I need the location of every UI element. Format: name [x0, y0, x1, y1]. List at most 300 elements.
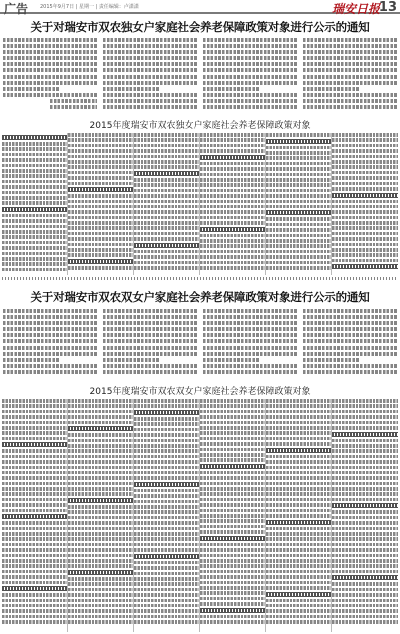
table-row: [332, 399, 398, 403]
text-line: [203, 62, 297, 66]
table-row: [200, 178, 265, 182]
table-row: [266, 250, 331, 254]
text-line: [303, 38, 397, 42]
table-row: [134, 444, 199, 448]
text-line: [103, 352, 197, 356]
text-line: [3, 358, 59, 362]
table-row: [200, 543, 265, 547]
text-line: [3, 93, 97, 97]
table-row: [134, 527, 199, 531]
table-group-header: [134, 482, 199, 487]
table-row: [134, 593, 199, 597]
text-line: [203, 56, 297, 60]
table-row: [68, 582, 133, 586]
text-line: [303, 44, 397, 48]
table-row: [200, 426, 265, 430]
table-row: [2, 415, 67, 419]
table-row: [332, 155, 398, 159]
table-row: [266, 410, 331, 414]
table-row: [134, 532, 199, 536]
text-line: [103, 327, 197, 331]
table-row: [266, 604, 331, 608]
table-row: [200, 525, 265, 529]
table-row: [332, 171, 398, 175]
table-row: [2, 599, 67, 603]
table-row: [332, 182, 398, 186]
text-line: [103, 81, 197, 85]
table-row: [68, 399, 133, 403]
table-row: [134, 489, 199, 493]
table-row: [68, 476, 133, 480]
text-line: [3, 327, 97, 331]
table-row: [68, 182, 133, 186]
table-row: [200, 487, 265, 491]
notice-title-bottom: 关于对瑞安市双农双女户家庭社会养老保障政策对象进行公示的通知: [30, 290, 370, 304]
table-row: [68, 253, 133, 257]
table-row: [332, 444, 398, 448]
table-row: [266, 261, 331, 265]
table-row: [266, 244, 331, 248]
text-line: [103, 87, 159, 91]
table-group-header: [200, 155, 265, 160]
table-row: [2, 503, 67, 507]
table-row: [200, 173, 265, 177]
table-group-header: [332, 193, 398, 198]
table-row: [134, 566, 199, 570]
table-row: [68, 160, 133, 164]
table-row: [68, 144, 133, 148]
text-line: [203, 87, 259, 91]
table-row: [134, 609, 199, 613]
table-row: [332, 620, 398, 624]
table-row: [266, 437, 331, 441]
table-row: [266, 194, 331, 198]
table-row: [332, 221, 398, 225]
table-row: [200, 149, 265, 153]
table-row: [2, 487, 67, 491]
table-row: [68, 471, 133, 475]
text-line: [303, 327, 397, 331]
table-row: [2, 532, 67, 536]
table-row: [266, 421, 331, 425]
notice-body-bottom: [3, 309, 397, 380]
table-row: [200, 221, 265, 225]
table-row: [68, 194, 133, 198]
table-group-header: [266, 448, 331, 453]
table-row: [200, 492, 265, 496]
text-line: [203, 346, 297, 350]
table-row: [266, 234, 331, 238]
table-group-header: [200, 227, 265, 232]
table-row: [134, 455, 199, 459]
table-row: [200, 453, 265, 457]
table-row: [68, 577, 133, 581]
table-group-header: [332, 575, 398, 580]
table-row: [332, 144, 398, 148]
text-line: [203, 364, 297, 368]
text-line: [50, 99, 97, 103]
table-row: [134, 476, 199, 480]
table-row: [200, 162, 265, 166]
table-row: [2, 426, 67, 430]
table-column: [68, 133, 134, 275]
table-row: [2, 142, 67, 146]
table-row: [2, 431, 67, 435]
table-row: [68, 133, 133, 137]
table-row: [332, 559, 398, 563]
table-row: [134, 216, 199, 220]
text-line: [3, 68, 97, 72]
table-row: [200, 591, 265, 595]
text-line: [303, 315, 397, 319]
table-row: [68, 466, 133, 470]
text-line: [203, 358, 259, 362]
table-row: [332, 200, 398, 204]
table-row: [332, 439, 398, 443]
recipient-table-top: [2, 133, 398, 275]
table-row: [134, 250, 199, 254]
table-row: [2, 492, 67, 496]
table-row: [134, 417, 199, 421]
text-line: [103, 105, 197, 109]
table-row: [266, 466, 331, 470]
table-row: [68, 599, 133, 603]
text-line: [303, 50, 397, 54]
text-line: [303, 364, 397, 368]
table-row: [332, 449, 398, 453]
table-row: [134, 404, 199, 408]
text-line: [203, 327, 297, 331]
table-row: [266, 255, 331, 259]
table-row: [332, 253, 398, 257]
table-row: [332, 599, 398, 603]
table-row: [266, 492, 331, 496]
table-row: [266, 151, 331, 155]
table-row: [332, 404, 398, 408]
table-row: [68, 559, 133, 563]
table-row: [332, 226, 398, 230]
text-line: [203, 105, 297, 109]
table-row: [2, 219, 67, 223]
table-row: [200, 200, 265, 204]
table-group-header: [332, 503, 398, 508]
table-row: [134, 149, 199, 153]
table-row: [68, 554, 133, 558]
table-row: [68, 221, 133, 225]
table-row: [2, 174, 67, 178]
table-row: [200, 437, 265, 441]
table-row: [134, 138, 199, 142]
table-row: [2, 410, 67, 414]
text-line: [303, 81, 397, 85]
text-line: [3, 50, 97, 54]
table-row: [68, 609, 133, 613]
table-row: [134, 471, 199, 475]
text-line: [203, 50, 297, 54]
text-line: [3, 62, 97, 66]
text-line: [203, 339, 297, 343]
table-row: [200, 234, 265, 238]
table-row: [266, 217, 331, 221]
table-row: [68, 216, 133, 220]
text-line: [303, 370, 397, 374]
table-row: [2, 153, 67, 157]
section-divider: [2, 277, 398, 280]
table-row: [2, 164, 67, 168]
table-row: [134, 433, 199, 437]
table-row: [134, 144, 199, 148]
table-row: [332, 216, 398, 220]
table-row: [68, 548, 133, 552]
text-line: [103, 75, 197, 79]
table-row: [266, 431, 331, 435]
table-row: [2, 466, 67, 470]
table-row: [266, 426, 331, 430]
table-column: [134, 399, 200, 632]
table-row: [200, 509, 265, 513]
table-row: [200, 442, 265, 446]
table-row: [134, 237, 199, 241]
text-line: [303, 99, 397, 103]
table-group-header: [266, 592, 331, 597]
table-row: [332, 498, 398, 502]
text-line: [103, 315, 197, 319]
table-row: [200, 404, 265, 408]
text-line: [103, 321, 197, 325]
table-row: [68, 537, 133, 541]
table-row: [2, 158, 67, 162]
table-row: [266, 514, 331, 518]
table-row: [332, 564, 398, 568]
table-column: [332, 133, 398, 275]
table-row: [2, 482, 67, 486]
table-row: [200, 570, 265, 574]
table-row: [2, 252, 67, 256]
text-line: [203, 309, 297, 313]
table-row: [2, 521, 67, 525]
table-row: [68, 532, 133, 536]
text-column: [3, 38, 97, 114]
table-row: [134, 537, 199, 541]
table-row: [2, 235, 67, 239]
table-row: [68, 543, 133, 547]
table-row: [134, 178, 199, 182]
table-row: [266, 559, 331, 563]
text-line: [203, 93, 297, 97]
text-line: [3, 38, 97, 42]
table-row: [266, 173, 331, 177]
table-row: [2, 509, 67, 513]
table-row: [2, 449, 67, 453]
text-line: [103, 339, 197, 343]
text-line: [103, 68, 197, 72]
table-row: [332, 492, 398, 496]
text-line: [103, 38, 197, 42]
table-row: [2, 191, 67, 195]
notice-title-top: 关于对瑞安市双农独女户家庭社会养老保障政策对象进行公示的通知: [30, 20, 370, 34]
table-row: [68, 615, 133, 619]
table-column: [2, 399, 68, 632]
table-row: [134, 399, 199, 403]
page-number: 13: [378, 0, 397, 15]
table-row: [2, 570, 67, 574]
table-row: [134, 620, 199, 624]
table-row: [266, 575, 331, 579]
table-row: [2, 471, 67, 475]
table-row: [134, 543, 199, 547]
table-row: [200, 205, 265, 209]
table-row: [2, 581, 67, 585]
table-row: [266, 570, 331, 574]
text-line: [3, 346, 97, 350]
table-group-header: [134, 171, 199, 176]
table-row: [2, 404, 67, 408]
table-group-header: [68, 187, 133, 192]
table-row: [134, 572, 199, 576]
table-row: [68, 165, 133, 169]
table-row: [266, 581, 331, 585]
table-row: [134, 160, 199, 164]
issue-meta: 2015年9月7日 | 星期一 | 责任编辑：卢潇潇: [40, 4, 139, 10]
table-column: [200, 399, 266, 632]
text-line: [203, 81, 297, 85]
text-line: [103, 56, 197, 60]
table-row: [332, 471, 398, 475]
table-row: [266, 239, 331, 243]
table-row: [266, 527, 331, 531]
table-row: [200, 255, 265, 259]
table-row: [200, 554, 265, 558]
table-row: [68, 210, 133, 214]
table-row: [200, 620, 265, 624]
text-line: [3, 370, 97, 374]
table-row: [134, 439, 199, 443]
table-row: [2, 554, 67, 558]
table-row: [200, 194, 265, 198]
table-row: [68, 449, 133, 453]
table-row: [134, 165, 199, 169]
table-group-header: [68, 426, 133, 431]
table-row: [134, 588, 199, 592]
table-row: [266, 548, 331, 552]
table-row: [2, 604, 67, 608]
table-row: [266, 223, 331, 227]
table-row: [134, 155, 199, 159]
table-row: [68, 604, 133, 608]
table-row: [266, 228, 331, 232]
table-group-header: [2, 442, 67, 447]
table-row: [200, 564, 265, 568]
text-line: [3, 321, 97, 325]
text-line: [203, 99, 297, 103]
table-row: [266, 487, 331, 491]
table-row: [68, 433, 133, 437]
table-row: [68, 487, 133, 491]
table-row: [266, 509, 331, 513]
text-line: [3, 364, 97, 368]
table-row: [200, 399, 265, 403]
table-row: [2, 257, 67, 261]
table-row: [200, 597, 265, 601]
table-row: [266, 476, 331, 480]
table-row: [2, 262, 67, 266]
table-row: [332, 548, 398, 552]
table-row: [68, 232, 133, 236]
table-row: [2, 543, 67, 547]
table-row: [134, 261, 199, 265]
table-row: [266, 162, 331, 166]
table-row: [200, 448, 265, 452]
table-row: [266, 620, 331, 624]
table-row: [200, 559, 265, 563]
table-row: [68, 205, 133, 209]
table-row: [332, 482, 398, 486]
list-title-top: 2015年度瑞安市双农独女户家庭社会养老保障政策对象: [89, 121, 311, 131]
table-row: [68, 404, 133, 408]
table-row: [134, 266, 199, 270]
text-line: [103, 50, 197, 54]
table-row: [200, 216, 265, 220]
table-column: [134, 133, 200, 275]
text-line: [3, 309, 97, 313]
table-row: [68, 171, 133, 175]
table-column: [332, 399, 398, 632]
table-row: [68, 237, 133, 241]
table-row: [2, 527, 67, 531]
table-row: [2, 537, 67, 541]
table-row: [68, 421, 133, 425]
table-row: [134, 599, 199, 603]
table-row: [332, 604, 398, 608]
table-row: [332, 510, 398, 514]
table-row: [2, 180, 67, 184]
table-row: [2, 460, 67, 464]
text-line: [3, 81, 97, 85]
table-row: [200, 210, 265, 214]
table-row: [266, 205, 331, 209]
text-line: [303, 68, 397, 72]
table-row: [332, 237, 398, 241]
table-group-header: [68, 498, 133, 503]
table-row: [68, 149, 133, 153]
table-row: [200, 410, 265, 414]
table-row: [332, 415, 398, 419]
table-group-header: [332, 264, 398, 269]
table-row: [332, 248, 398, 252]
table-row: [134, 194, 199, 198]
table-row: [68, 444, 133, 448]
table-row: [68, 138, 133, 142]
table-row: [200, 138, 265, 142]
text-line: [3, 352, 97, 356]
table-row: [200, 266, 265, 270]
table-row: [134, 189, 199, 193]
table-row: [134, 548, 199, 552]
table-row: [200, 519, 265, 523]
table-row: [332, 187, 398, 191]
table-row: [134, 500, 199, 504]
table-row: [2, 201, 67, 205]
text-line: [103, 62, 197, 66]
table-row: [200, 421, 265, 425]
table-row: [68, 415, 133, 419]
table-row: [134, 582, 199, 586]
table-row: [2, 564, 67, 568]
table-row: [68, 482, 133, 486]
text-line: [303, 352, 397, 356]
table-row: [134, 205, 199, 209]
table-row: [332, 176, 398, 180]
